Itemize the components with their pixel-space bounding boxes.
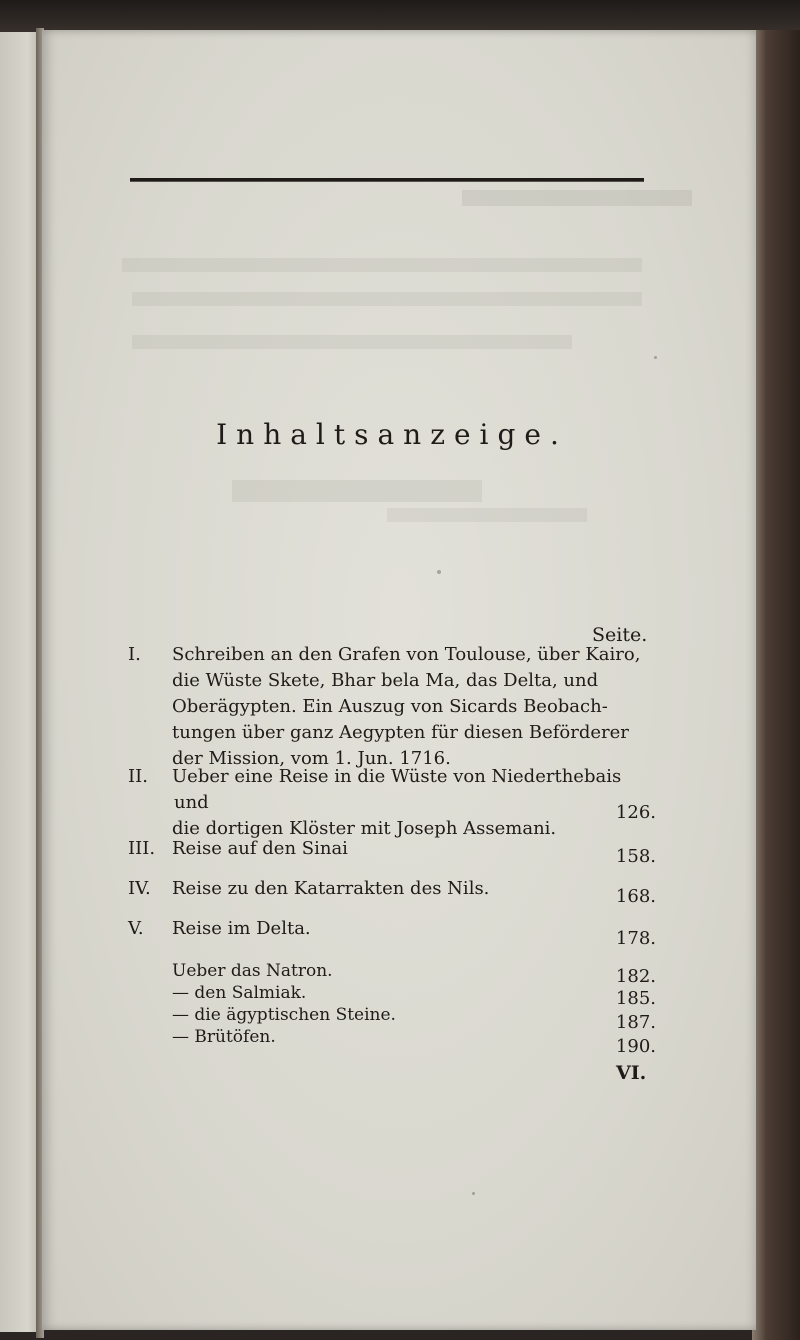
catchword: VI. (616, 1062, 647, 1084)
entry-line: Ueber eine Reise in die Wüste von Niederthebais und (172, 766, 622, 813)
entry-page-number: 178. (615, 928, 656, 949)
toc-entry (128, 764, 648, 842)
entry-number: IV. (128, 878, 151, 899)
left-page-edge (0, 32, 40, 1332)
book-right-edge (752, 30, 800, 1340)
page-column-heading: Seite. (592, 624, 648, 646)
show-through-mark (462, 190, 692, 206)
subentry-page-number: 190. (615, 1036, 656, 1057)
show-through-mark (132, 292, 642, 306)
entry-line: Reise zu den Katarrakten des Nils. (172, 878, 490, 899)
toc-subentry: Ueber das Natron. (172, 961, 333, 981)
paper-speck (472, 1192, 475, 1195)
entry-number: I. (128, 644, 141, 665)
entry-line: Oberägypten. Ein Auszug von Sicards Beobach- (172, 696, 608, 717)
show-through-mark (232, 480, 482, 502)
entry-line: Schreiben an den Grafen von Toulouse, über Kairo, (172, 644, 641, 665)
toc-entry (128, 916, 648, 942)
show-through-mark (122, 258, 642, 272)
toc-subentry: — den Salmiak. (172, 983, 307, 1003)
toc-entry (128, 836, 648, 862)
subentry-page-number: 185. (615, 988, 656, 1009)
book-page (42, 30, 756, 1330)
toc-entry (128, 876, 648, 902)
toc-entry (128, 642, 648, 772)
entry-line: die Wüste Skete, Bhar bela Ma, das Delta, und (172, 670, 599, 691)
entry-number: III. (128, 838, 156, 859)
page-title: Inhaltsanzeige. (216, 418, 568, 451)
subentry-page-number: 182. (615, 966, 656, 987)
subentry-page-number: 187. (615, 1012, 656, 1033)
entry-line: Reise im Delta. (172, 918, 311, 939)
entry-line: der Mission, vom 1. Jun. 1716. (172, 748, 451, 769)
entry-line: die dortigen Klöster mit Joseph Assemani. (172, 818, 557, 839)
paper-speck (437, 570, 441, 574)
entry-page-number: 158. (615, 846, 656, 867)
header-rule (130, 178, 644, 182)
paper-speck (654, 356, 657, 359)
entry-page-number: 126. (615, 802, 656, 823)
entry-line: tungen über ganz Aegypten für diesen Beförderer (172, 722, 629, 743)
entry-line: Reise auf den Sinai (172, 838, 348, 859)
toc-subentry: — die ägyptischen Steine. (172, 1005, 396, 1025)
show-through-mark (132, 335, 572, 349)
entry-page-number: 168. (615, 886, 656, 907)
entry-number: II. (128, 766, 148, 787)
toc-subentry: — Brütöfen. (172, 1027, 276, 1047)
entry-number: V. (128, 918, 144, 939)
show-through-mark (387, 508, 587, 522)
